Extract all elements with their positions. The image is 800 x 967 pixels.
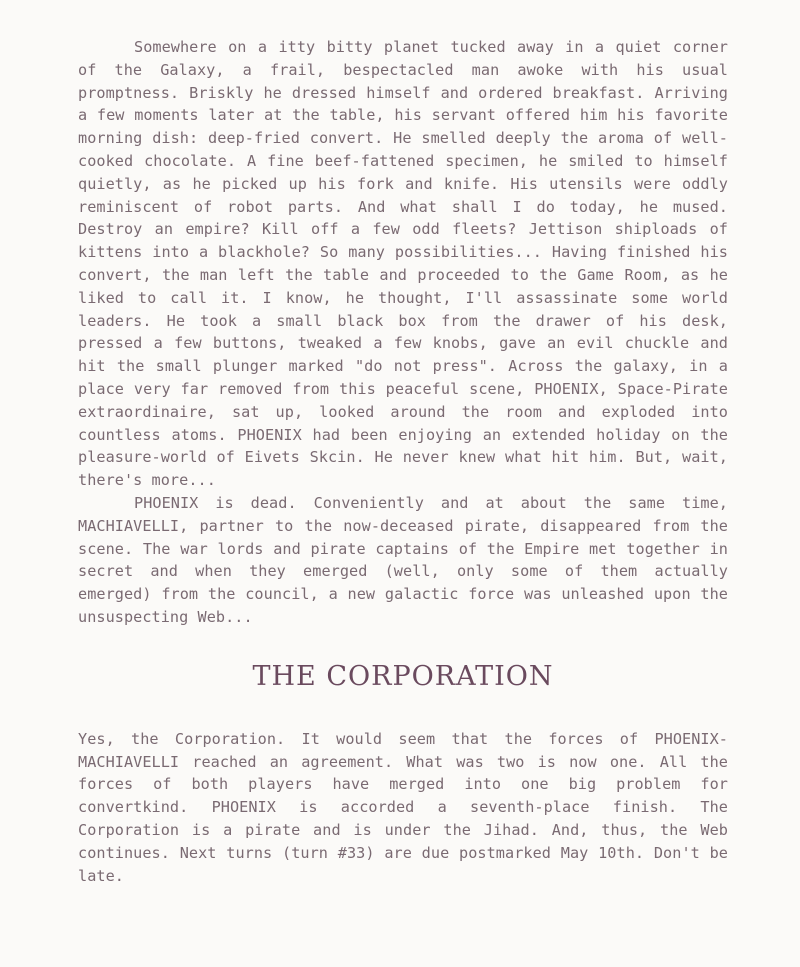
document-page [78,36,728,887]
section-title: THE CORPORATION [252,660,554,692]
story-paragraph-2: PHOENIX is dead. Conveniently and at about the same time, MACHIAVELLI, partner to the now-deceased pirate, disappeared from the scene. The war lords and pirate captains of the Empire met together in secret and when they emerged (well, only some of them actually emerged) from the council, a new galactic force was unleashed upon the unsuspecting Web... [78,493,728,626]
story-paragraph-1: Somewhere on a itty bitty planet tucked away in a quiet corner of the Galaxy, a frail, bespectacled man awoke with his usual promptness. Briskly he dressed himself and ordered breakfast. Arriving a few moments later at the table, his servant offered him his favorite morning dish: deep-fried convert. He smelled deeply the aroma of well-cooked chocolate. A fine beef-fattened specimen, he smiled to himself quietly, as he picked up his fork and knife. His utensils were oddly reminiscent of robot parts. And what shall I do today, he mused. Destroy an empire? Kill off a few odd fleets? Jettison shiploads of kittens into a blackhole? So many possibilities... Having finished his convert, the man left the table and proceeded to the Game Room, as he liked to call it. I know, he thought, I'll assassinate some world leaders. He took a small black box from the drawer of his desk, pressed a few buttons, tweaked a few knobs, gave an evil chuckle and hit the small plunger marked "do not press". Across the galaxy, in a place very far removed from this peaceful scene, PHOENIX, Space-Pirate extraordinaire, sat up, looked around the room and exploded into countless atoms. PHOENIX had been enjoying an extended holiday on the pleasure-world of Eivets Skcin. He never knew what hit him. But, wait, there's more... [78,38,728,490]
corporation-paragraph: Yes, the Corporation. It would seem that the forces of PHOENIX-MACHIAVELLI reached an agreement. What was two is now one. All the forces of both players have merged into one big problem for convertkind. PHOENIX is accorded a seventh-place finish. The Corporation is a pirate and is under the Jihad. And, thus, the Web continues. Next turns (turn #33) are due postmarked May 10th. Don't be late. [78,729,728,885]
